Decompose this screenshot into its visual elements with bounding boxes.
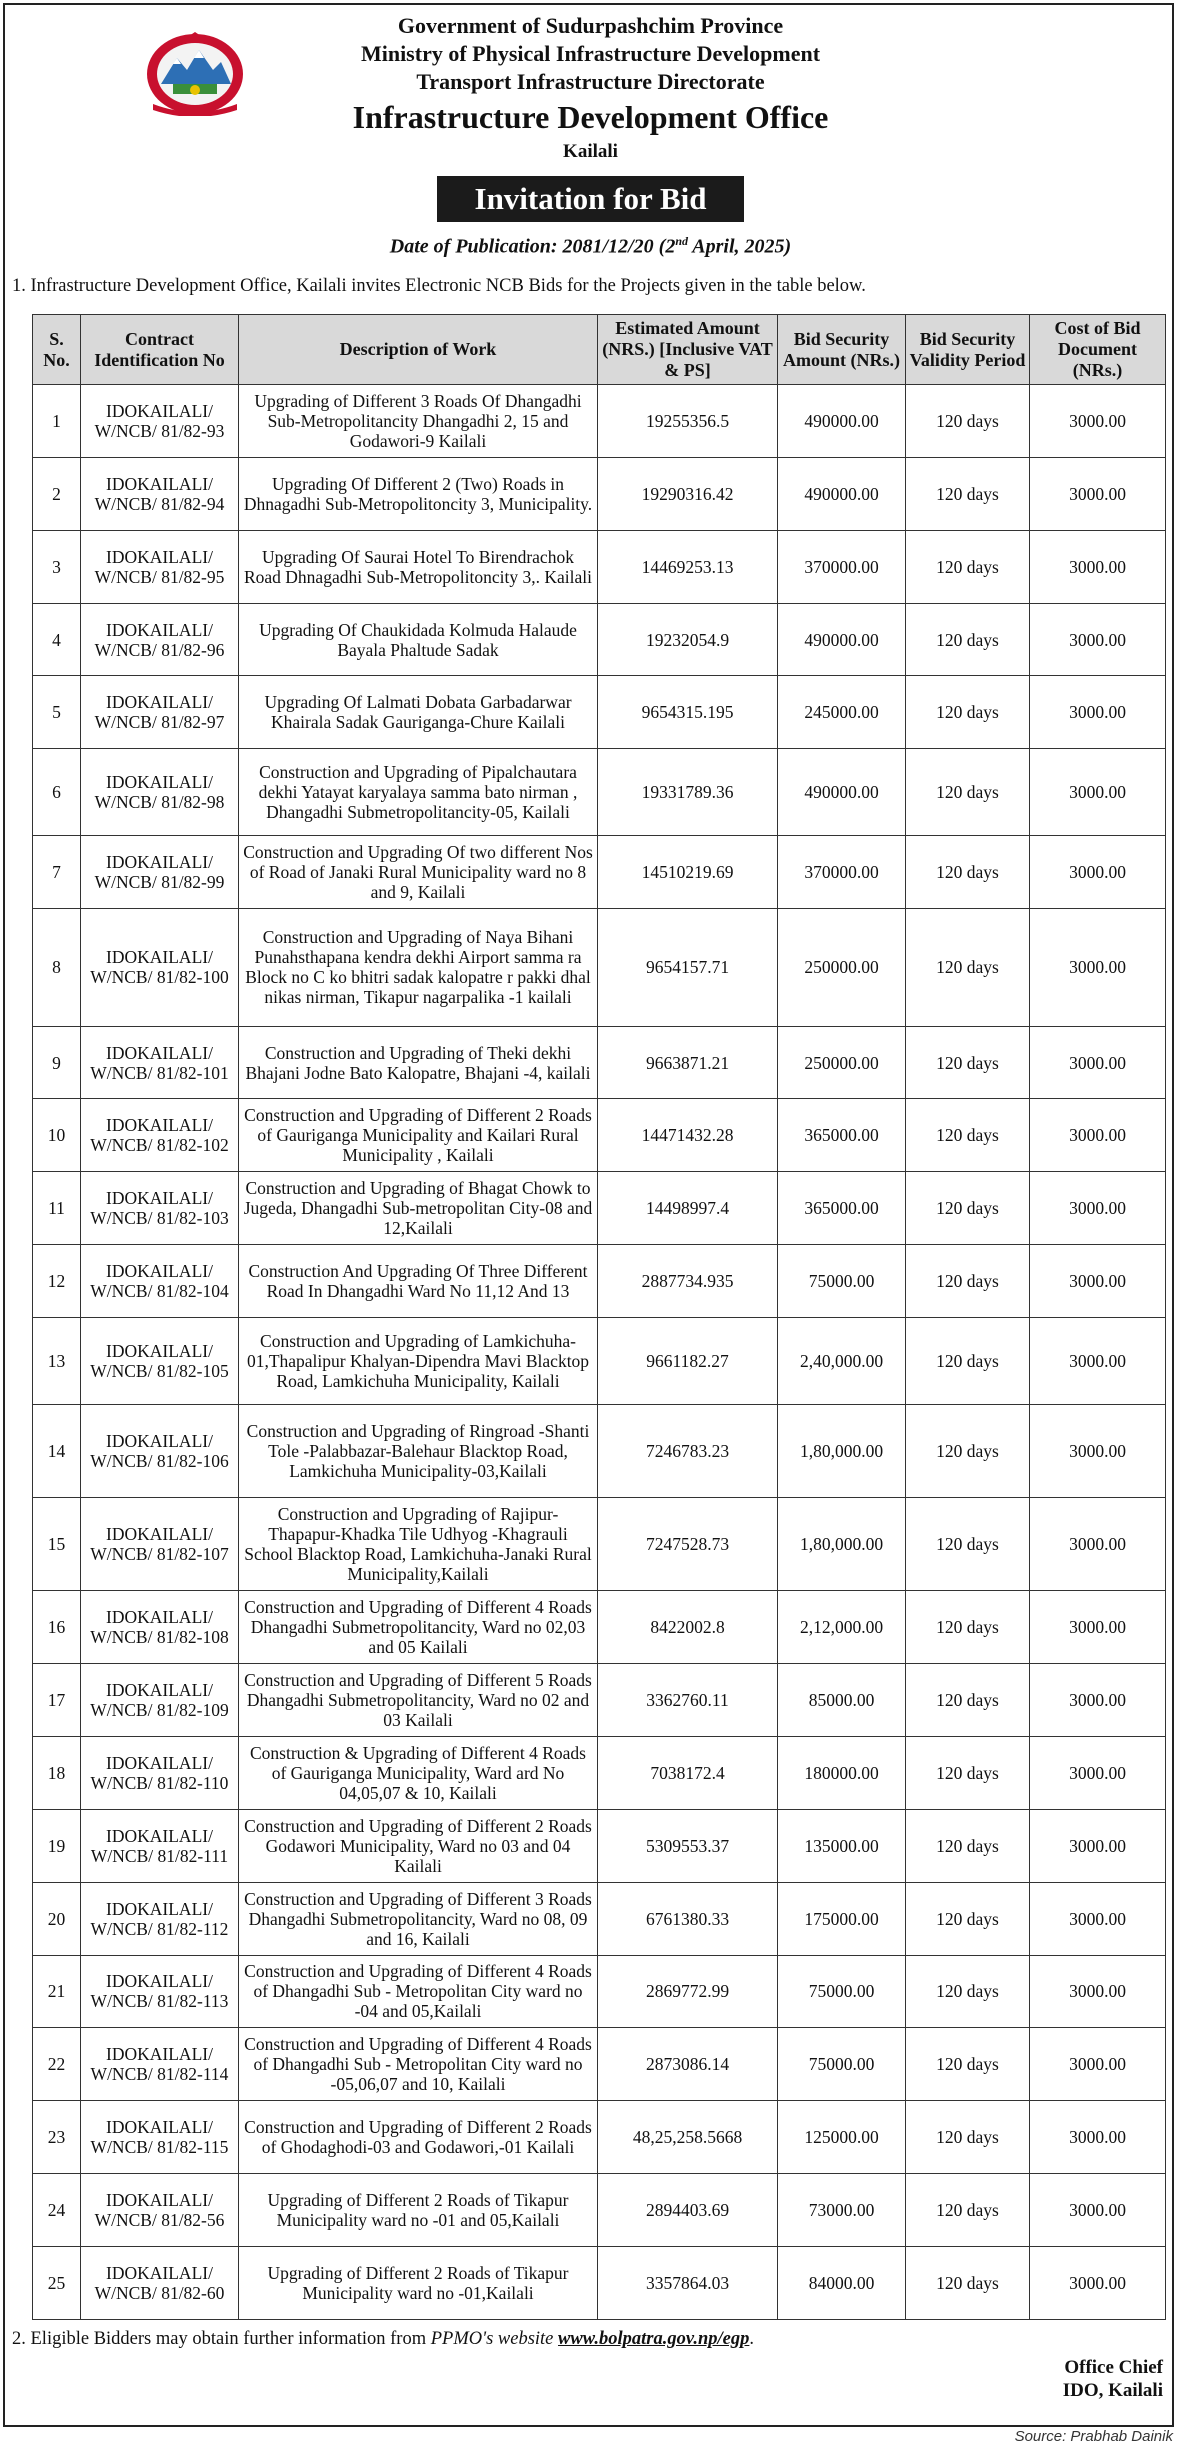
estimated-amount-cell: 6761380.33 [598, 1882, 778, 1955]
bid-security-validity-cell: 120 days [906, 1172, 1030, 1245]
contract-id-cell: IDOKAILALI/ W/NCB/ 81/82-110 [81, 1736, 239, 1809]
bid-security-amount-cell: 365000.00 [778, 1099, 906, 1172]
bid-security-amount-cell: 490000.00 [778, 603, 906, 676]
bid-security-validity-cell: 120 days [906, 2174, 1030, 2247]
signature-block [1063, 2356, 1163, 2402]
bid-security-validity-cell: 120 days [906, 1318, 1030, 1405]
serial-number-cell: 22 [33, 2028, 81, 2101]
contract-id-cell: IDOKAILALI/ W/NCB/ 81/82-60 [81, 2246, 239, 2319]
bid-document-cost-cell: 3000.00 [1030, 909, 1166, 1026]
estimated-amount-cell: 7246783.23 [598, 1405, 778, 1498]
work-description-cell: Construction and Upgrading of Different 2 Roads of Ghodaghodi-03 and Godawori,-01 Kailali [239, 2101, 598, 2174]
bid-security-validity-cell: 120 days [906, 1405, 1030, 1498]
bid-document-cost-cell: 3000.00 [1030, 457, 1166, 530]
bid-document-cost-cell: 3000.00 [1030, 1245, 1166, 1318]
bid-security-validity-cell: 120 days [906, 1245, 1030, 1318]
bid-security-amount-cell: 75000.00 [778, 1245, 906, 1318]
serial-number-cell: 3 [33, 530, 81, 603]
header-estimated-amount: Estimated Amount (NRS.) [Inclusive VAT & PS] [598, 315, 778, 385]
serial-number-cell: 11 [33, 1172, 81, 1245]
estimated-amount-cell: 9654157.71 [598, 909, 778, 1026]
bid-security-validity-cell: 120 days [906, 749, 1030, 836]
bid-security-validity-cell: 120 days [906, 1955, 1030, 2028]
government-name: Government of Sudurpashchim Province [397, 13, 784, 38]
table-row [33, 1882, 1166, 1955]
contract-id-cell: IDOKAILALI/ W/NCB/ 81/82-106 [81, 1405, 239, 1498]
bid-document-cost-cell: 3000.00 [1030, 1498, 1166, 1591]
work-description-cell: Upgrading Of Chaukidada Kolmuda Halaude Bayala Phaltude Sadak [239, 603, 598, 676]
bid-security-amount-cell: 85000.00 [778, 1664, 906, 1737]
estimated-amount-cell: 8422002.8 [598, 1591, 778, 1664]
contract-id-cell: IDOKAILALI/ W/NCB/ 81/82-56 [81, 2174, 239, 2247]
table-row [33, 1736, 1166, 1809]
estimated-amount-cell: 5309553.37 [598, 1809, 778, 1882]
bid-document-cost-cell: 3000.00 [1030, 385, 1166, 458]
contract-id-cell: IDOKAILALI/ W/NCB/ 81/82-115 [81, 2101, 239, 2174]
work-description-cell: Construction and Upgrading of Different 4 Roads of Dhangadhi Sub - Metropolitan City ward no -05,06,07 and 10, Kailali [239, 2028, 598, 2101]
serial-number-cell: 8 [33, 909, 81, 1026]
work-description-cell: Construction and Upgrading of Bhagat Chowk to Jugeda, Dhangadhi Sub-metropolitan City-08 and 12,Kailali [239, 1172, 598, 1245]
bid-security-amount-cell: 365000.00 [778, 1172, 906, 1245]
serial-number-cell: 7 [33, 836, 81, 909]
bid-document-cost-cell: 3000.00 [1030, 1955, 1166, 2028]
serial-number-cell: 4 [33, 603, 81, 676]
table-row [33, 1405, 1166, 1498]
page-title: Invitation for Bid [437, 176, 744, 222]
contract-id-cell: IDOKAILALI/ W/NCB/ 81/82-99 [81, 836, 239, 909]
work-description-cell: Construction and Upgrading of Naya Bihani Punahsthapana kendra dekhi Airport samma ra Block no C ko bhitri sadak kalopatre r pakki dhal nikas nirman, Tikapur nagarpalika -1 kailali [239, 909, 598, 1026]
serial-number-cell: 13 [33, 1318, 81, 1405]
serial-number-cell: 16 [33, 1591, 81, 1664]
bid-security-validity-cell: 120 days [906, 2028, 1030, 2101]
contract-id-cell: IDOKAILALI/ W/NCB/ 81/82-105 [81, 1318, 239, 1405]
contract-id-cell: IDOKAILALI/ W/NCB/ 81/82-94 [81, 457, 239, 530]
contract-id-cell: IDOKAILALI/ W/NCB/ 81/82-102 [81, 1099, 239, 1172]
bid-security-validity-cell: 120 days [906, 1736, 1030, 1809]
serial-number-cell: 18 [33, 1736, 81, 1809]
bid-document-cost-cell: 3000.00 [1030, 1809, 1166, 1882]
bid-security-amount-cell: 250000.00 [778, 1026, 906, 1099]
serial-number-cell: 2 [33, 457, 81, 530]
contract-id-cell: IDOKAILALI/ W/NCB/ 81/82-108 [81, 1591, 239, 1664]
table-row [33, 1172, 1166, 1245]
bid-document-cost-cell: 3000.00 [1030, 1172, 1166, 1245]
serial-number-cell: 6 [33, 749, 81, 836]
bid-security-validity-cell: 120 days [906, 603, 1030, 676]
bid-document-cost-cell: 3000.00 [1030, 1026, 1166, 1099]
table-row [33, 1099, 1166, 1172]
bid-security-amount-cell: 490000.00 [778, 385, 906, 458]
office-name: Infrastructure Development Office [352, 99, 829, 135]
contract-id-cell: IDOKAILALI/ W/NCB/ 81/82-101 [81, 1026, 239, 1099]
serial-number-cell: 25 [33, 2246, 81, 2319]
header-bid-security-amount: Bid Security Amount (NRs.) [778, 315, 906, 385]
contract-id-cell: IDOKAILALI/ W/NCB/ 81/82-93 [81, 385, 239, 458]
work-description-cell: Construction and Upgrading of Theki dekhi Bhajani Jodne Bato Kalopatre, Bhajani -4, kailali [239, 1026, 598, 1099]
estimated-amount-cell: 14471432.28 [598, 1099, 778, 1172]
contract-id-cell: IDOKAILALI/ W/NCB/ 81/82-97 [81, 676, 239, 749]
serial-number-cell: 12 [33, 1245, 81, 1318]
table-row [33, 2174, 1166, 2247]
work-description-cell: Upgrading of Different 2 Roads of Tikapur Municipality ward no -01,Kailali [239, 2246, 598, 2319]
bid-security-validity-cell: 120 days [906, 2101, 1030, 2174]
bid-security-validity-cell: 120 days [906, 457, 1030, 530]
work-description-cell: Upgrading Of Lalmati Dobata Garbadarwar Khairala Sadak Gauriganga-Chure Kailali [239, 676, 598, 749]
serial-number-cell: 23 [33, 2101, 81, 2174]
serial-number-cell: 5 [33, 676, 81, 749]
estimated-amount-cell: 9661182.27 [598, 1318, 778, 1405]
serial-number-cell: 24 [33, 2174, 81, 2247]
contract-id-cell: IDOKAILALI/ W/NCB/ 81/82-107 [81, 1498, 239, 1591]
table-row [33, 1591, 1166, 1664]
table-row [33, 1026, 1166, 1099]
bolpatra-link[interactable]: www.bolpatra.gov.np/egp [558, 2329, 750, 2349]
bid-security-amount-cell: 84000.00 [778, 2246, 906, 2319]
work-description-cell: Construction and Upgrading of Lamkichuha-01,Thapalipur Khalyan-Dipendra Mavi Blacktop Road, Lamkichuha Municipality, Kailali [239, 1318, 598, 1405]
estimated-amount-cell: 9663871.21 [598, 1026, 778, 1099]
bid-security-validity-cell: 120 days [906, 1498, 1030, 1591]
bid-security-validity-cell: 120 days [906, 909, 1030, 1026]
estimated-amount-cell: 48,25,258.5668 [598, 2101, 778, 2174]
contract-id-cell: IDOKAILALI/ W/NCB/ 81/82-113 [81, 1955, 239, 2028]
bids-table [32, 314, 1166, 2320]
estimated-amount-cell: 9654315.195 [598, 676, 778, 749]
estimated-amount-cell: 3362760.11 [598, 1664, 778, 1737]
table-row [33, 2101, 1166, 2174]
bid-security-amount-cell: 75000.00 [778, 1955, 906, 2028]
contract-id-cell: IDOKAILALI/ W/NCB/ 81/82-95 [81, 530, 239, 603]
table-row [33, 1809, 1166, 1882]
bid-document-cost-cell: 3000.00 [1030, 1664, 1166, 1737]
contract-id-cell: IDOKAILALI/ W/NCB/ 81/82-98 [81, 749, 239, 836]
bid-document-cost-cell: 3000.00 [1030, 2101, 1166, 2174]
table-row [33, 676, 1166, 749]
table-row [33, 1664, 1166, 1737]
table-header-row [33, 315, 1166, 385]
serial-number-cell: 15 [33, 1498, 81, 1591]
work-description-cell: Construction and Upgrading Of two different Nos of Road of Janaki Rural Municipality ward no 8 and 9, Kailali [239, 836, 598, 909]
serial-number-cell: 9 [33, 1026, 81, 1099]
bid-security-validity-cell: 120 days [906, 1882, 1030, 1955]
contract-id-cell: IDOKAILALI/ W/NCB/ 81/82-114 [81, 2028, 239, 2101]
estimated-amount-cell: 19331789.36 [598, 749, 778, 836]
work-description-cell: Construction and Upgrading of Different 2 Roads Godawori Municipality, Ward no 03 and 04 Kailali [239, 1809, 598, 1882]
serial-number-cell: 14 [33, 1405, 81, 1498]
contract-id-cell: IDOKAILALI/ W/NCB/ 81/82-111 [81, 1809, 239, 1882]
bid-security-amount-cell: 1,80,000.00 [778, 1498, 906, 1591]
work-description-cell: Construction and Upgrading of Rajipur-Thapapur-Khadka Tile Udhyog -Khagrauli School Blacktop Road, Lamkichuha-Janaki Rural Municipality,Kailali [239, 1498, 598, 1591]
estimated-amount-cell: 14469253.13 [598, 530, 778, 603]
table-row [33, 530, 1166, 603]
bid-document-cost-cell: 3000.00 [1030, 676, 1166, 749]
bid-security-validity-cell: 120 days [906, 836, 1030, 909]
estimated-amount-cell: 7247528.73 [598, 1498, 778, 1591]
publication-date: Date of Publication: 2081/12/20 (2nd April, 2025) [389, 234, 792, 258]
bid-document-cost-cell: 3000.00 [1030, 836, 1166, 909]
bid-security-validity-cell: 120 days [906, 1591, 1030, 1664]
contract-id-cell: IDOKAILALI/ W/NCB/ 81/82-109 [81, 1664, 239, 1737]
bid-security-amount-cell: 1,80,000.00 [778, 1405, 906, 1498]
work-description-cell: Construction and Upgrading of Ringroad -Shanti Tole -Palabbazar-Balehaur Blacktop Road, Lamkichuha Municipality-03,Kailali [239, 1405, 598, 1498]
table-row [33, 1955, 1166, 2028]
signature-office: IDO, Kailali [1062, 2380, 1163, 2401]
estimated-amount-cell: 14510219.69 [598, 836, 778, 909]
bid-security-amount-cell: 370000.00 [778, 530, 906, 603]
header-bid-security-validity: Bid Security Validity Period [906, 315, 1030, 385]
table-row [33, 749, 1166, 836]
work-description-cell: Upgrading Of Different 2 (Two) Roads in Dhnagadhi Sub-Metropolitoncity 3, Municipality. [239, 457, 598, 530]
table-row [33, 1245, 1166, 1318]
serial-number-cell: 1 [33, 385, 81, 458]
header-sn: S. No. [33, 315, 81, 385]
further-information-note: 2. Eligible Bidders may obtain further information from PPMO's website www.bolpatra.gov.np/egp. [12, 2329, 754, 2349]
bid-security-validity-cell: 120 days [906, 530, 1030, 603]
bid-security-amount-cell: 490000.00 [778, 457, 906, 530]
bid-security-amount-cell: 75000.00 [778, 2028, 906, 2101]
table-row [33, 2246, 1166, 2319]
table-row [33, 457, 1166, 530]
serial-number-cell: 19 [33, 1809, 81, 1882]
bid-security-amount-cell: 245000.00 [778, 676, 906, 749]
bid-document-cost-cell: 3000.00 [1030, 1405, 1166, 1498]
table-row [33, 2028, 1166, 2101]
contract-id-cell: IDOKAILALI/ W/NCB/ 81/82-96 [81, 603, 239, 676]
bid-security-amount-cell: 73000.00 [778, 2174, 906, 2247]
header-cost-of-bid-document: Cost of Bid Document (NRs.) [1030, 315, 1166, 385]
table-row [33, 1498, 1166, 1591]
district-name: Kailali [563, 141, 618, 162]
bid-security-validity-cell: 120 days [906, 676, 1030, 749]
bid-document-cost-cell: 3000.00 [1030, 1099, 1166, 1172]
work-description-cell: Construction and Upgrading of Different 5 Roads Dhangadhi Submetropolitancity, Ward no 02 and 03 Kailali [239, 1664, 598, 1737]
bid-document-cost-cell: 3000.00 [1030, 749, 1166, 836]
bid-security-validity-cell: 120 days [906, 1664, 1030, 1737]
work-description-cell: Construction and Upgrading of Different 3 Roads Dhangadhi Submetropolitancity, Ward no 08, 09 and 16, Kailali [239, 1882, 598, 1955]
bid-security-amount-cell: 490000.00 [778, 749, 906, 836]
bid-security-validity-cell: 120 days [906, 1809, 1030, 1882]
bid-document-cost-cell: 3000.00 [1030, 1318, 1166, 1405]
table-row [33, 1318, 1166, 1405]
table-row [33, 836, 1166, 909]
estimated-amount-cell: 2869772.99 [598, 1955, 778, 2028]
bid-security-amount-cell: 370000.00 [778, 836, 906, 909]
estimated-amount-cell: 14498997.4 [598, 1172, 778, 1245]
estimated-amount-cell: 7038172.4 [598, 1736, 778, 1809]
intro-paragraph: 1. Infrastructure Development Office, Kailali invites Electronic NCB Bids for the Projects given in the table below. [12, 276, 866, 296]
work-description-cell: Construction And Upgrading Of Three Different Road In Dhangadhi Ward No 11,12 And 13 [239, 1245, 598, 1318]
bid-security-amount-cell: 2,40,000.00 [778, 1318, 906, 1405]
header-description: Description of Work [239, 315, 598, 385]
work-description-cell: Construction and Upgrading of Different 4 Roads of Dhangadhi Sub - Metropolitan City ward no -04 and 05,Kailali [239, 1955, 598, 2028]
work-description-cell: Construction and Upgrading of Different 4 Roads Dhangadhi Submetropolitancity, Ward no 02,03 and 05 Kailali [239, 1591, 598, 1664]
bid-security-amount-cell: 2,12,000.00 [778, 1591, 906, 1664]
work-description-cell: Upgrading Of Saurai Hotel To Birendrachok Road Dhnagadhi Sub-Metropolitoncity 3,. Kailali [239, 530, 598, 603]
bid-document-cost-cell: 3000.00 [1030, 603, 1166, 676]
work-description-cell: Construction & Upgrading of Different 4 Roads of Gauriganga Municipality, Ward ard No 04,05,07 & 10, Kailali [239, 1736, 598, 1809]
bid-document-cost-cell: 3000.00 [1030, 2174, 1166, 2247]
contract-id-cell: IDOKAILALI/ W/NCB/ 81/82-104 [81, 1245, 239, 1318]
bid-document-cost-cell: 3000.00 [1030, 2028, 1166, 2101]
estimated-amount-cell: 2887734.935 [598, 1245, 778, 1318]
bid-security-amount-cell: 250000.00 [778, 909, 906, 1026]
directorate-name: Transport Infrastructure Directorate [416, 69, 765, 94]
table-row [33, 385, 1166, 458]
bid-document-cost-cell: 3000.00 [1030, 530, 1166, 603]
contract-id-cell: IDOKAILALI/ W/NCB/ 81/82-103 [81, 1172, 239, 1245]
work-description-cell: Construction and Upgrading of Different 2 Roads of Gauriganga Municipality and Kailari Rural Municipality , Kailali [239, 1099, 598, 1172]
bid-security-amount-cell: 135000.00 [778, 1809, 906, 1882]
estimated-amount-cell: 3357864.03 [598, 2246, 778, 2319]
work-description-cell: Upgrading of Different 2 Roads of Tikapur Municipality ward no -01 and 05,Kailali [239, 2174, 598, 2247]
signature-title: Office Chief [1064, 2357, 1163, 2378]
serial-number-cell: 10 [33, 1099, 81, 1172]
bid-security-validity-cell: 120 days [906, 385, 1030, 458]
contract-id-cell: IDOKAILALI/ W/NCB/ 81/82-100 [81, 909, 239, 1026]
bid-security-amount-cell: 175000.00 [778, 1882, 906, 1955]
bid-security-validity-cell: 120 days [906, 1099, 1030, 1172]
table-row [33, 909, 1166, 1026]
estimated-amount-cell: 19232054.9 [598, 603, 778, 676]
bid-document-cost-cell: 3000.00 [1030, 2246, 1166, 2319]
bid-document-cost-cell: 3000.00 [1030, 1591, 1166, 1664]
estimated-amount-cell: 19290316.42 [598, 457, 778, 530]
serial-number-cell: 17 [33, 1664, 81, 1737]
bid-security-amount-cell: 125000.00 [778, 2101, 906, 2174]
work-description-cell: Upgrading of Different 3 Roads Of Dhangadhi Sub-Metropolitancity Dhangadhi 2, 15 and Godawori-9 Kailali [239, 385, 598, 458]
bid-security-validity-cell: 120 days [906, 2246, 1030, 2319]
serial-number-cell: 21 [33, 1955, 81, 2028]
bid-document-cost-cell: 3000.00 [1030, 1736, 1166, 1809]
ministry-name: Ministry of Physical Infrastructure Development [360, 41, 821, 66]
contract-id-cell: IDOKAILALI/ W/NCB/ 81/82-112 [81, 1882, 239, 1955]
bid-security-amount-cell: 180000.00 [778, 1736, 906, 1809]
estimated-amount-cell: 2894403.69 [598, 2174, 778, 2247]
source-credit: Source: Prabhab Dainik [1014, 2428, 1173, 2445]
estimated-amount-cell: 19255356.5 [598, 385, 778, 458]
header-contract-id: Contract Identification No [81, 315, 239, 385]
serial-number-cell: 20 [33, 1882, 81, 1955]
bid-security-validity-cell: 120 days [906, 1026, 1030, 1099]
table-row [33, 603, 1166, 676]
bid-document-cost-cell: 3000.00 [1030, 1882, 1166, 1955]
work-description-cell: Construction and Upgrading of Pipalchautara dekhi Yatayat karyalaya samma bato nirman , Dhangadhi Submetropolitancity-05, Kailali [239, 749, 598, 836]
estimated-amount-cell: 2873086.14 [598, 2028, 778, 2101]
